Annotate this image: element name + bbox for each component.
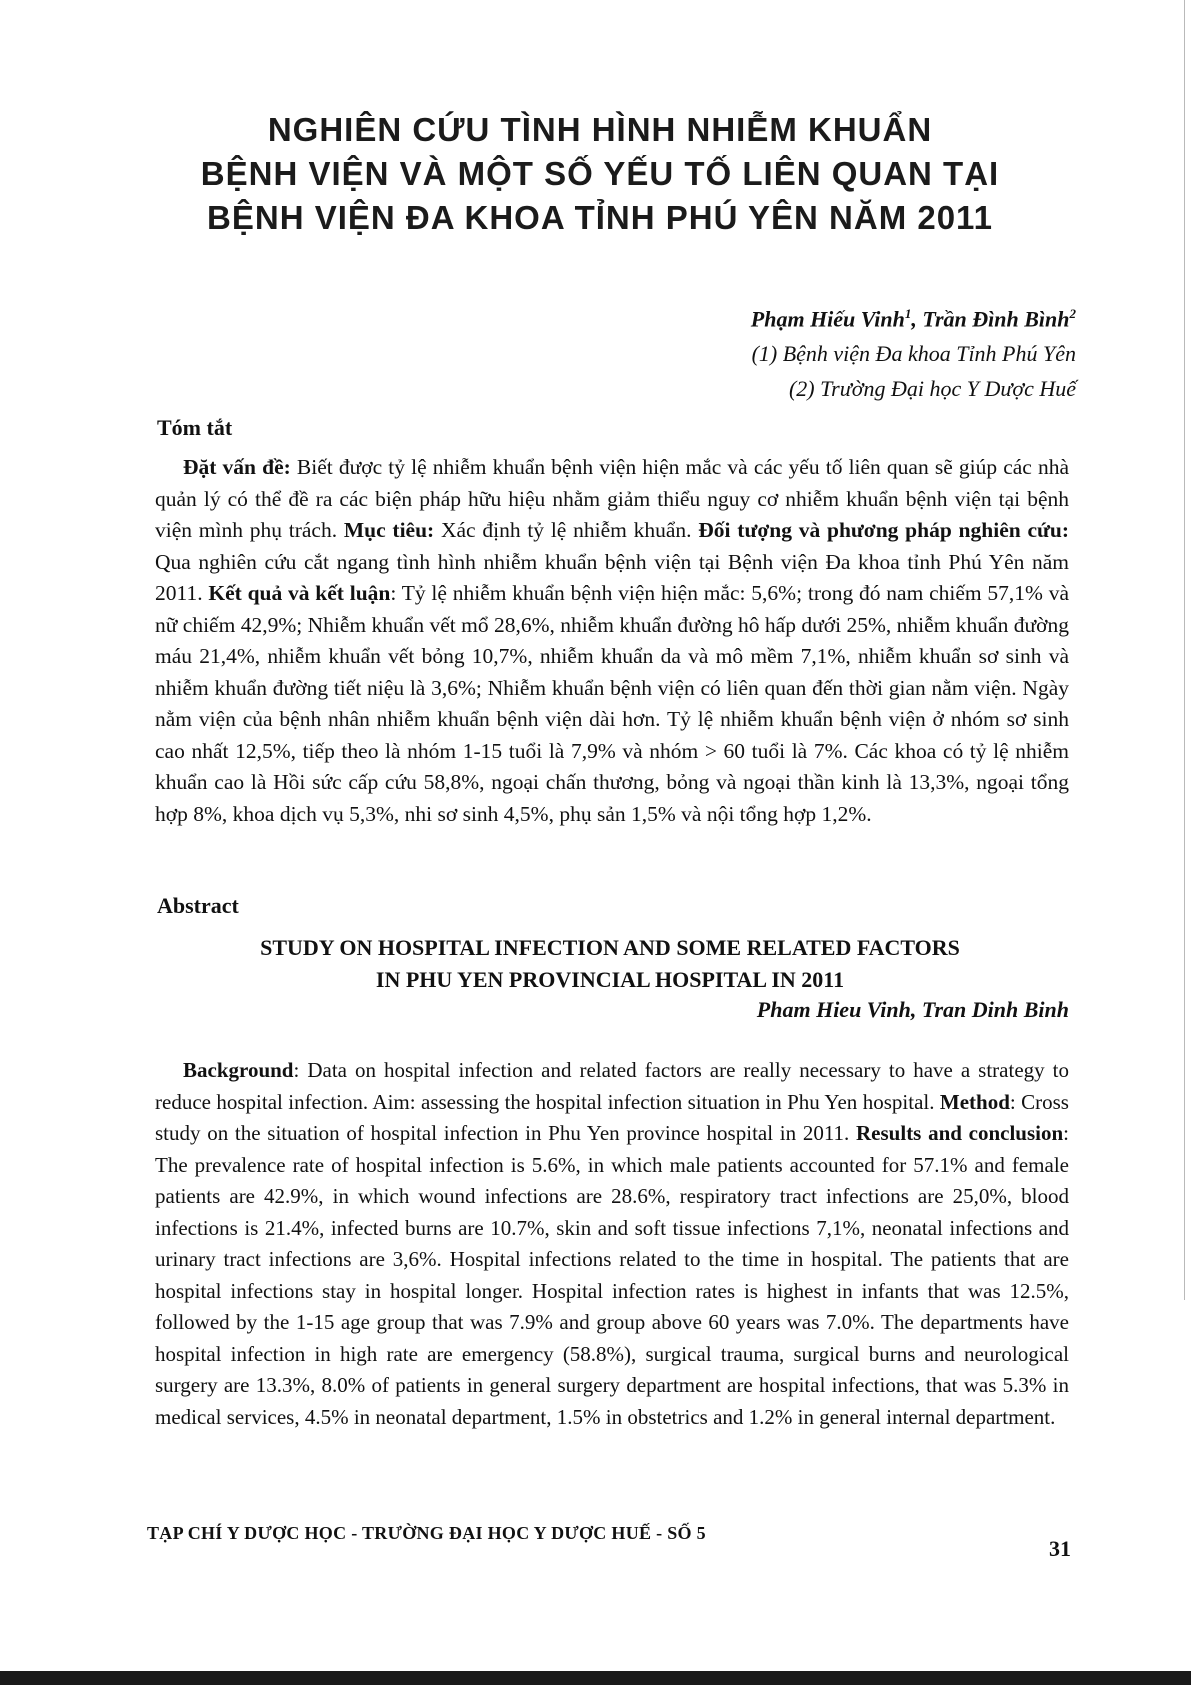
author-names	[751, 296, 1076, 336]
abstract-title	[150, 932, 1070, 996]
summary-text-method: Qua nghiên cứu cắt ngang tình hình nhiễm khuẩn bệnh viện tại Bệnh viện Đa khoa tỉnh Phú Yên năm 2011.	[155, 549, 1069, 605]
summary-label-method: Đối tượng và phương pháp nghiên cứu:	[698, 518, 1070, 542]
author-1: Phạm Hiếu Vinh	[750, 306, 905, 332]
title-line: BỆNH VIỆN VÀ MỘT SỐ YẾU TỐ LIÊN QUAN TẠI	[200, 155, 1000, 192]
abstract-label-results: Results and conclusion	[856, 1121, 1064, 1145]
author-separator: ,	[911, 306, 923, 332]
title-line: NGHIÊN CỨU TÌNH HÌNH NHIỄM KHUẨN	[267, 111, 933, 148]
title-line: BỆNH VIỆN ĐA KHOA TỈNH PHÚ YÊN NĂM 2011	[207, 199, 993, 236]
summary-paragraph	[155, 452, 1069, 830]
journal-footer: TẠP CHÍ Y DƯỢC HỌC - TRƯỜNG ĐẠI HỌC Y DƯỢC HUẾ - SỐ 5	[147, 1523, 706, 1543]
abstract-label-method: Method	[939, 1089, 1010, 1114]
author-2: Trần Đình Bình	[922, 306, 1070, 332]
summary-text-results: : Tỷ lệ nhiễm khuẩn bệnh viện hiện mắc: 5,6%; trong đó nam chiếm 57,1% và nữ chiếm 42,9%; Nhiễm khuẩn vết mổ 28,6%, nhiễm khuẩn đường hô hấp dưới 25%, nhiễm khuẩn đường máu 21,4%, nhiễm khuẩn vết bỏng 10,7%, nhiễm khuẩn da và mô mềm 7,1%, nhiễm khuẩn sơ sinh và nhiễm khuẩn đường tiết niệu là 3,6%; Nhiễm khuẩn bệnh viện có liên quan đến thời gian nằm viện. Ngày nằm viện của bệnh nhân nhiễm khuẩn bệnh viện dài hơn. Tỷ lệ nhiễm khuẩn bệnh viện ở nhóm sơ sinh cao nhất 12,5%, tiếp theo là nhóm 1-15 tuổi là 7,9% và nhóm > 60 tuổi là 7%. Các khoa có tỷ lệ nhiễm khuẩn cao là Hồi sức cấp cứu 58,8%, ngoại chấn thương, bỏng và ngoại thần kinh là 13,3%, ngoại tổng hợp 8%, khoa dịch vụ 5,3%, nhi sơ sinh 4,5%, phụ sản 1,5% và nội tổng hợp 1,2%.	[155, 581, 1070, 826]
summary-heading: Tóm tắt	[157, 415, 233, 440]
page-number: 31	[1049, 1536, 1071, 1561]
abstract-label-background: Background	[183, 1058, 294, 1082]
summary-label-aim: Mục tiêu:	[343, 518, 435, 542]
affiliation-mark-2: 2	[1069, 306, 1076, 321]
article-title	[150, 108, 1050, 240]
abstract-heading: Abstract	[157, 893, 239, 918]
summary-text-problem: Biết được tỷ lệ nhiễm khuẩn bệnh viện hiện mắc và các yếu tố liên quan sẽ giúp các nhà quản lý có thể đề ra các biện pháp hữu hiệu nhằm giảm thiểu nguy cơ nhiễm khuẩn bệnh viện tại bệnh viện mình phụ trách.	[155, 455, 1069, 542]
abstract-title-line: STUDY ON HOSPITAL INFECTION AND SOME RELATED FACTORS	[260, 935, 960, 960]
author-block	[751, 296, 1076, 406]
affiliation-mark-1: 1	[904, 306, 912, 321]
abstract-text-results: : The prevalence rate of hospital infection is 5.6%, in which male patients accounted for 57.1% and female patients are 42.9%, in which wound infections are 28.6%, respiratory tract infections are 25,0%, blood infections is 21.4%, infected burns are 10.7%, skin and soft tissue infections 7,1%, neonatal infections and urinary tract infections are 3,6%. Hospital infections related to the time in hospital. The patients that are hospital infections stay in hospital longer. Hospital infection rates is highest in infants that was 12.5%, followed by the 1-15 age group that was 7.9% and group above 60 years was 7.0%. The departments have hospital infection in high rate are emergency (58.8%), surgical trauma, surgical burns and neurological surgery are 13.3%, 8.0% of patients in general surgery department are hospital infections, that was 5.3% in medical services, 4.5% in neonatal department, 1.5% in obstetrics and 1.2% in general internal department.	[155, 1121, 1070, 1429]
abstract-text-background: : Data on hospital infection and related factors are really necessary to have a strategy to reduce hospital infection. Aim: assessing the hospital infection situation in Phu Yen hospital.	[155, 1058, 1069, 1114]
summary-label-problem: Đặt vấn đề:	[183, 455, 291, 479]
scan-edge	[1184, 0, 1185, 1300]
scan-border	[0, 1671, 1191, 1685]
affiliation-1: (1) Bệnh viện Đa khoa Tỉnh Phú Yên	[751, 341, 1076, 367]
abstract-paragraph	[155, 1055, 1069, 1433]
abstract-authors: Pham Hieu Vinh, Tran Dinh Binh	[756, 997, 1069, 1022]
summary-text-aim: Xác định tỷ lệ nhiễm khuẩn.	[434, 518, 699, 542]
abstract-title-line: IN PHU YEN PROVINCIAL HOSPITAL IN 2011	[375, 967, 845, 992]
abstract-text-method: : Cross study on the situation of hospital infection in Phu Yen province hospital in 2011.	[155, 1089, 1069, 1145]
affiliation-2: (2) Trường Đại học Y Dược Huế	[788, 376, 1076, 402]
summary-label-results: Kết quả và kết luận	[208, 581, 391, 605]
